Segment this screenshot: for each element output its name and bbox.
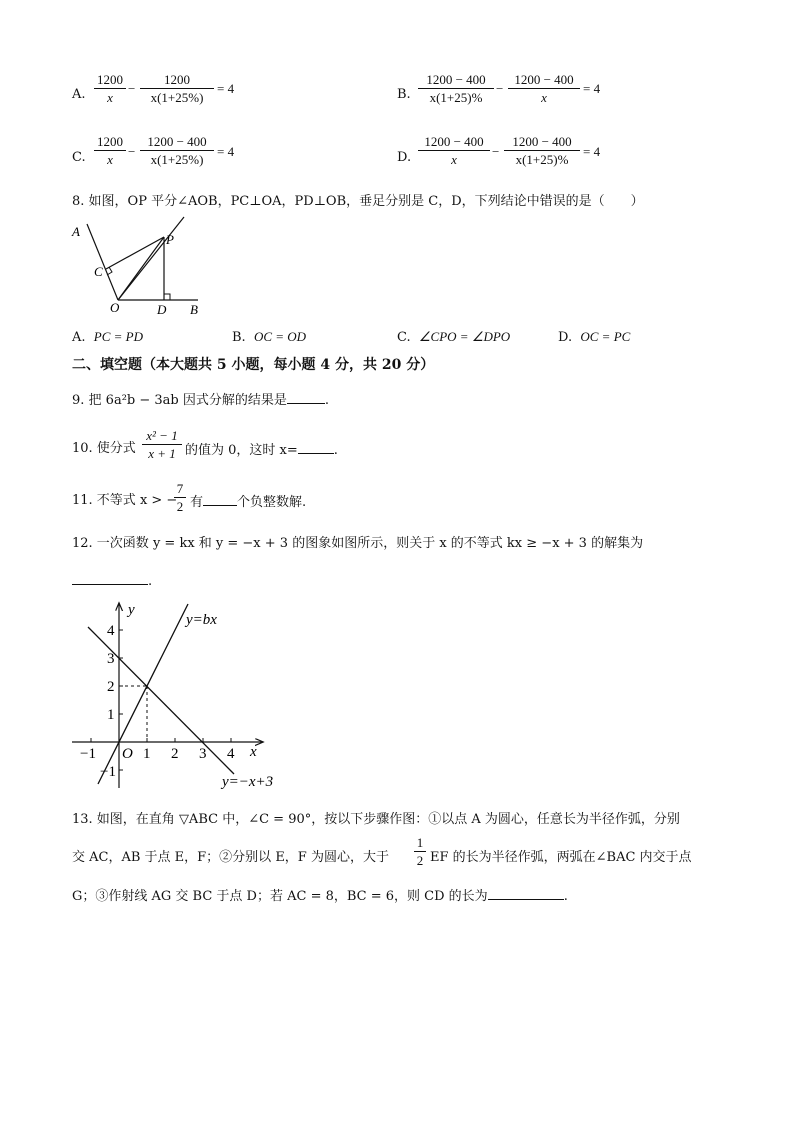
- option-text: ∠CPO = ∠DPO: [418, 329, 511, 344]
- q13-line3-text: G；③作射线 AG 交 BC 于点 D；若 AC = 8，BC = 6，则 CD 的长为: [72, 889, 488, 904]
- minus-sign: −: [492, 144, 500, 159]
- label-c: C: [94, 264, 103, 279]
- numerator: 1200 − 400: [512, 134, 572, 149]
- line-y-neg-x-plus-3: [88, 627, 234, 774]
- label-o: O: [110, 300, 120, 315]
- answer-blank[interactable]: [298, 441, 334, 454]
- origin-label: O: [122, 746, 133, 762]
- y-tick-3: 3: [107, 651, 115, 667]
- q7-b-fraction-1: [418, 72, 494, 106]
- denominator: x: [451, 152, 457, 167]
- numerator: 1200 − 400: [426, 72, 486, 87]
- q11-mid-text: 有: [190, 495, 204, 510]
- denominator: 2: [416, 853, 424, 868]
- q11-rest: [190, 493, 306, 511]
- q9-text: 9. 把 6a²b − 3ab 因式分解的结果是: [72, 393, 287, 408]
- q9: [72, 391, 329, 409]
- q7-option-d-letter: D.: [397, 150, 412, 165]
- section-title: 二、填空题（本大题共 5 小题，每小题 4 分，共 20 分）: [72, 357, 435, 373]
- x-tick-3: 3: [199, 746, 207, 762]
- option-letter: C.: [397, 330, 411, 345]
- q8-option-b: [232, 329, 306, 346]
- label-a: A: [72, 224, 80, 239]
- numerator: 1200: [97, 134, 123, 149]
- q7-c-fraction-1: [94, 134, 126, 168]
- answer-blank[interactable]: [488, 887, 564, 900]
- numerator: 1200 − 400: [514, 72, 574, 87]
- x-tick-1: 1: [143, 746, 151, 762]
- answer-blank[interactable]: [287, 391, 325, 404]
- denominator: x(1+25)%: [515, 152, 569, 167]
- denominator: x(1+25%): [150, 152, 204, 167]
- q7-option-a-letter: A.: [72, 87, 86, 102]
- q8-option-c: [397, 329, 510, 346]
- q7-d-fraction-2: [504, 134, 580, 168]
- option-letter: B.: [232, 330, 246, 345]
- y-tick-1: 1: [107, 707, 115, 723]
- option-letter: A.: [72, 330, 86, 345]
- answer-blank[interactable]: [203, 493, 237, 506]
- minus-sign: −: [128, 144, 136, 159]
- q9-period: .: [324, 393, 329, 408]
- q13-line2-pre: 交 AC，AB 于点 E，F；②分别以 E，F 为圆心，大于: [72, 850, 389, 865]
- denominator: x(1+25%): [150, 90, 204, 105]
- q11-post-text: 个负整数解.: [237, 495, 307, 510]
- q10-period: .: [333, 443, 338, 458]
- q10-text: 10. 使分式: [72, 441, 136, 456]
- equals-rhs: = 4: [583, 144, 601, 159]
- numerator: 1200 − 400: [147, 134, 207, 149]
- line1-label: y=bx: [186, 612, 217, 628]
- q7-a-fraction-2: [140, 72, 214, 106]
- q7-option-c-letter: C.: [72, 150, 86, 165]
- x-tick-neg1: −1: [80, 746, 96, 762]
- numerator: 1200: [97, 72, 123, 87]
- equals-rhs: = 4: [217, 81, 235, 96]
- option-text: OC = OD: [253, 329, 307, 344]
- q7-a-fraction-1: [94, 72, 126, 106]
- q12-text: 12. 一次函数 y = kx 和 y = −x + 3 的图象如图所示，则关于 x 的不等式 kx ≥ −x + 3 的解集为: [72, 536, 644, 551]
- q10-fraction: [142, 428, 182, 462]
- equals-rhs: = 4: [217, 144, 235, 159]
- q8-geometry-figure: [66, 214, 216, 318]
- q7-b-fraction-2: [508, 72, 580, 106]
- option-text: OC = PC: [580, 329, 631, 344]
- q7-c-fraction-2: [140, 134, 214, 168]
- q12-period: .: [148, 574, 153, 589]
- q11-text: 11. 不等式 x > −: [72, 493, 178, 508]
- answer-blank[interactable]: [72, 572, 148, 585]
- q13-line2-post: EF 的长为半径作弧，两弧在∠BAC 内交于点: [430, 850, 692, 865]
- q8-option-a: [72, 329, 143, 346]
- q8-stem: 8. 如图，OP 平分∠AOB，PC⊥OA，PD⊥OB，垂足分别是 C，D，下列结论中错误的是（ ）: [72, 194, 644, 209]
- x-tick-4: 4: [227, 746, 235, 762]
- x-axis-label: x: [250, 744, 257, 760]
- y-tick-4: 4: [107, 623, 115, 639]
- y-tick-neg1: −1: [100, 764, 116, 780]
- minus-sign: −: [496, 81, 504, 96]
- q11-fraction: [174, 481, 186, 515]
- minus-sign: −: [128, 81, 136, 96]
- denominator: x(1+25)%: [429, 90, 483, 105]
- q10-rest: [185, 441, 338, 459]
- numerator: 7: [176, 481, 184, 496]
- y-axis-label: y: [128, 602, 135, 618]
- q8-option-d: [558, 329, 630, 346]
- q13-period: .: [563, 889, 568, 904]
- q13-fraction-half: [414, 835, 426, 869]
- option-letter: D.: [558, 330, 573, 345]
- q13-line3: [72, 887, 568, 905]
- option-text: PC = PD: [93, 329, 144, 344]
- equals-rhs: = 4: [583, 81, 601, 96]
- denominator: x: [107, 90, 113, 105]
- q7-d-fraction-1: [418, 134, 490, 168]
- q10-mid-text: 的值为 0，这时 x=: [185, 443, 298, 458]
- label-b: B: [190, 302, 198, 317]
- line2-label: y=−x+3: [222, 774, 274, 790]
- label-p: P: [166, 232, 174, 247]
- denominator: 2: [176, 499, 184, 514]
- y-tick-2: 2: [107, 679, 115, 695]
- label-d: D: [157, 302, 167, 317]
- q13-line1: 13. 如图，在直角 ▽ABC 中，∠C = 90°，按以下步骤作图：①以点 A 为圆心，任意长为半径作弧，分别: [72, 812, 680, 827]
- denominator: x: [107, 152, 113, 167]
- denominator: x + 1: [148, 446, 176, 461]
- numerator: 1: [416, 835, 424, 850]
- x-tick-2: 2: [171, 746, 179, 762]
- denominator: x: [541, 90, 547, 105]
- q7-option-b-letter: B.: [397, 87, 411, 102]
- numerator: 1200: [164, 72, 190, 87]
- q12-function-graph: [66, 598, 296, 798]
- numerator: 1200 − 400: [424, 134, 484, 149]
- q12-answer-line: [72, 572, 152, 590]
- numerator: x² − 1: [146, 428, 178, 443]
